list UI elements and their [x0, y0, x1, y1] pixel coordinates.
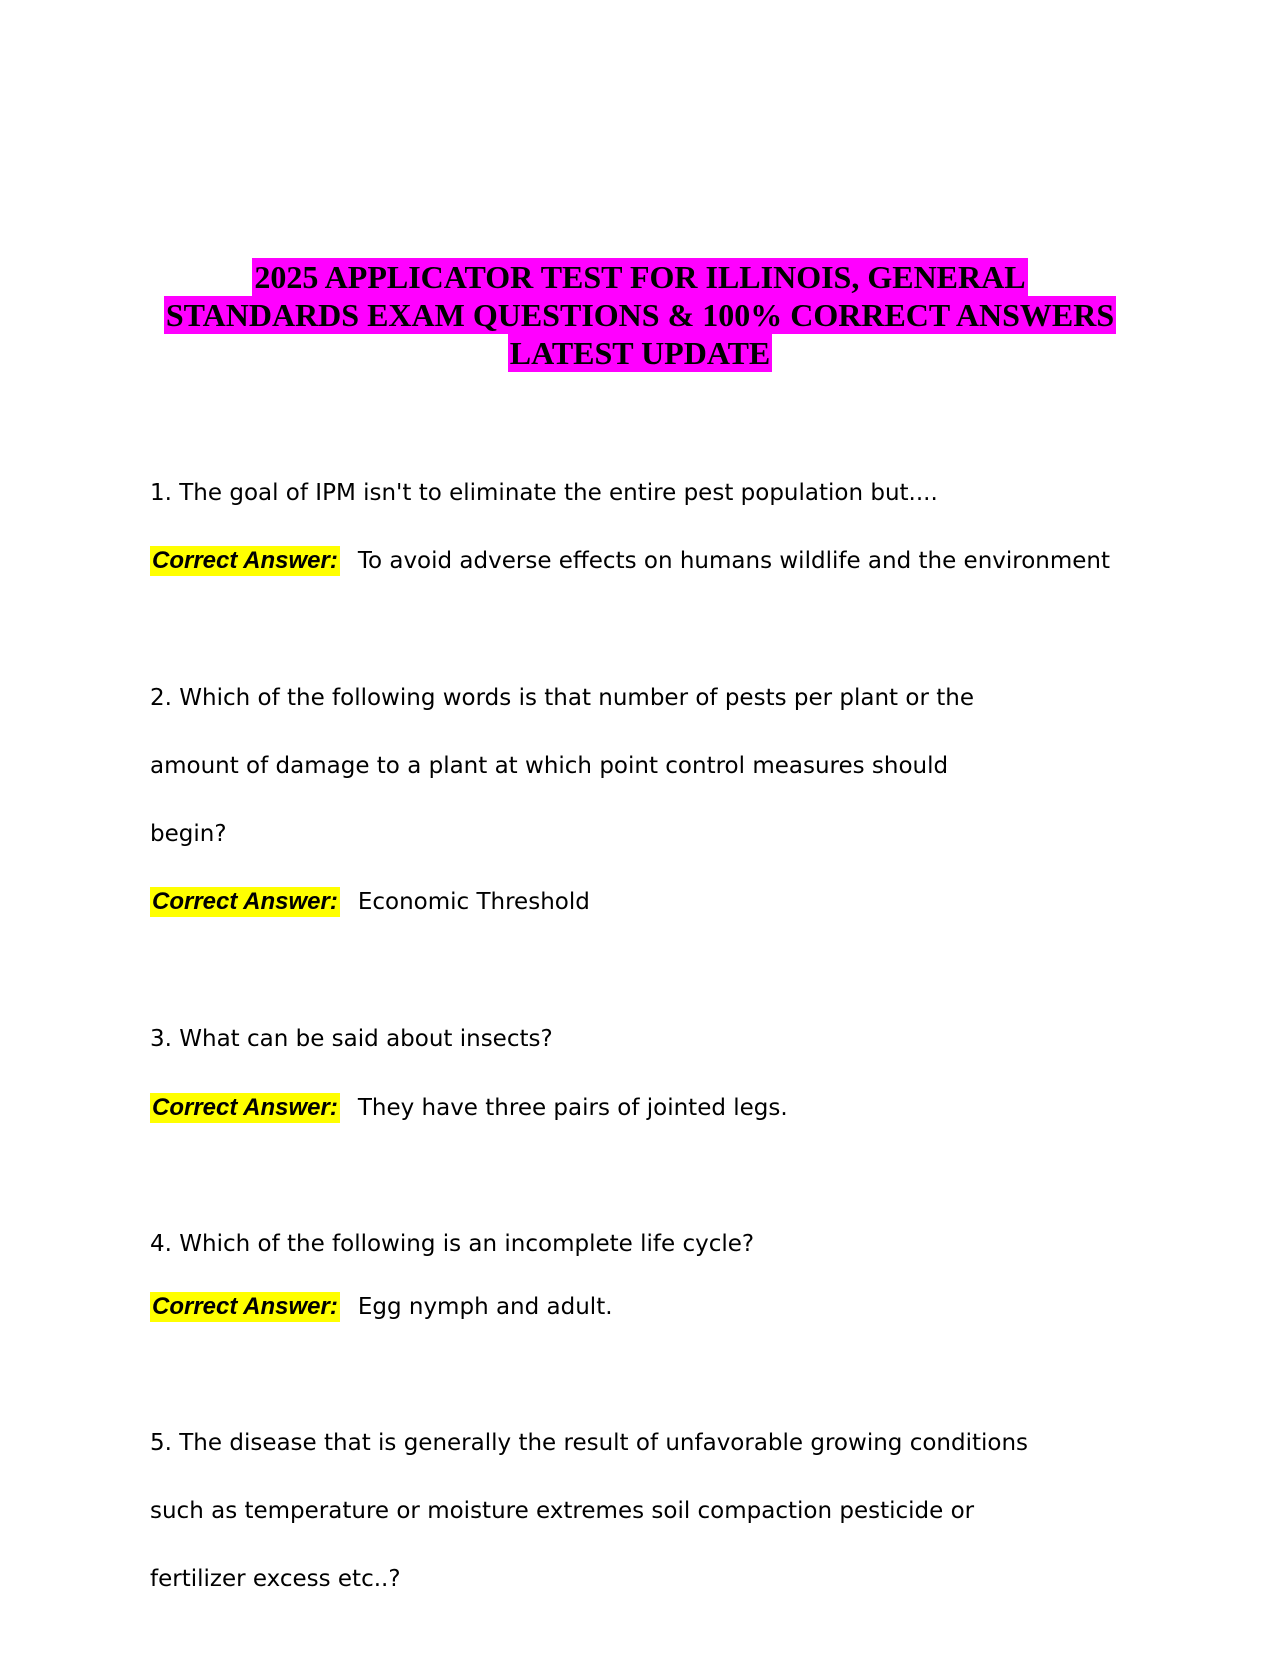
question-5-line-2: such as temperature or moisture extremes soil compaction pesticide or: [150, 1498, 975, 1524]
answer-3-text: They have three pairs of jointed legs.: [357, 1095, 788, 1121]
question-5-line-1: 5. The disease that is generally the result of unfavorable growing conditions: [150, 1430, 1029, 1456]
title-line-2: STANDARDS EXAM QUESTIONS & 100% CORRECT ANSWERS: [165, 297, 1115, 333]
answer-1: [150, 546, 1110, 576]
question-3-line-1: 3. What can be said about insects?: [150, 1026, 553, 1052]
answer-4: [150, 1292, 613, 1322]
answer-3: [150, 1093, 788, 1123]
title-line-1: 2025 APPLICATOR TEST FOR ILLINOIS, GENERAL: [254, 259, 1026, 295]
question-1-line-1: 1. The goal of IPM isn't to eliminate the entire pest population but....: [150, 480, 938, 506]
correct-answer-label: Correct Answer:: [152, 1293, 338, 1320]
answer-4-text: Egg nymph and adult.: [357, 1294, 613, 1320]
title-line-3: LATEST UPDATE: [509, 335, 771, 371]
correct-answer-label: Correct Answer:: [152, 888, 338, 915]
question-5-line-3: fertilizer excess etc..?: [150, 1566, 401, 1592]
correct-answer-label: Correct Answer:: [152, 1094, 338, 1121]
answer-2-text: Economic Threshold: [357, 889, 590, 915]
answer-1-text: To avoid adverse effects on humans wildlife and the environment: [357, 548, 1111, 574]
answer-2: [150, 887, 590, 917]
document-title: [140, 258, 1140, 372]
question-2-line-3: begin?: [150, 821, 227, 847]
question-2-line-1: 2. Which of the following words is that number of pests per plant or the: [150, 685, 974, 711]
question-4-line-1: 4. Which of the following is an incomplete life cycle?: [150, 1231, 755, 1257]
question-2-line-2: amount of damage to a plant at which point control measures should: [150, 753, 949, 779]
correct-answer-label: Correct Answer:: [152, 547, 338, 574]
